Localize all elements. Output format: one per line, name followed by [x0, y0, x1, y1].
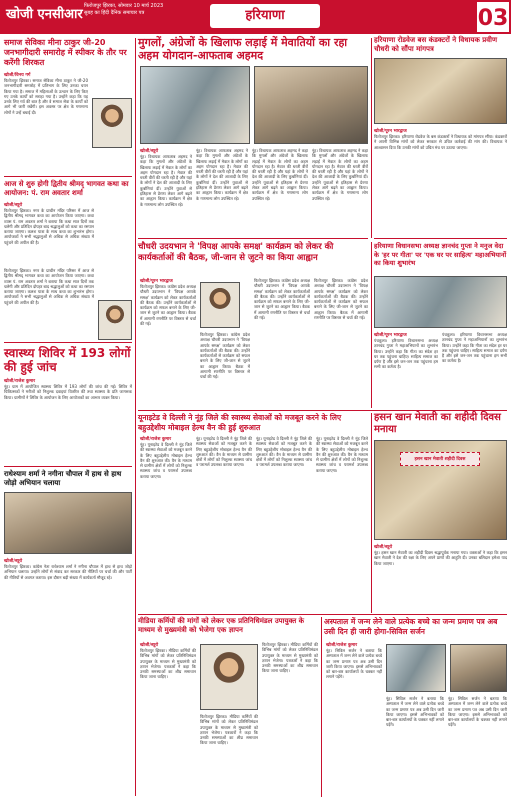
news-photo [4, 492, 132, 554]
divider [138, 238, 368, 239]
byline: खोजी/ब्यूरो [140, 643, 159, 648]
headline: राधेश्याम शर्मा ने नगीना चौपाल में हाथ से हाथ जोड़ो अभियान चलाया [4, 470, 122, 487]
lead-body-col [140, 148, 192, 234]
byline: खोजी/विनय गर्ग [4, 73, 31, 78]
column-rule [371, 242, 372, 408]
article-body: फिरोजपुर झिरका। मीडिया कर्मियों की विभिन्न मांगों को लेकर प्रतिनिधिमंडल उपायुक्त के माध्यम से मुख्यमंत्री को ज्ञापन भेजेगा। पत्रकारों ने कहा कि उनकी समस्याओं का शीघ्र समाधान किया जाना चाहिए। [140, 648, 196, 680]
column-rule [371, 413, 372, 613]
headline: हसन खान मेवाती का शहीदी दिवस मनाया [374, 412, 501, 435]
story-body-wrapper [326, 642, 382, 798]
story-body-wrapper [386, 696, 444, 794]
article-body: नूंह। विधायक आफताब अहमद ने कहा कि मुगलों और अंग्रेजों के खिलाफ लड़ाई में मेवात के लोगों का अहम योगदान रहा है। मेवात की धरती वीरों की धरती रही है और यहां के लोगों ने देश की आजादी के लिए कुर्बानियां दीं। उन्होंने युवाओं से इतिहास से प्रेरणा लेकर आगे बढ़ने का आह्वान किया। कार्यक्रम में क्षेत्र के गणमान्य लोग उपस्थित रहे। [312, 148, 368, 201]
byline: खोजी/राजेश कुमार [4, 379, 36, 384]
dateline-date: फिरोजपुर झिरका, सोमवार 10 मार्च 2023 [84, 3, 164, 9]
lead-body-col [312, 148, 368, 234]
article-body: नूंह। यूनाइटेड वे दिल्ली ने नूंह जिले की स्वास्थ्य सेवाओं को मजबूत करने के लिए बहुउद्देशीय मोबाइल हेल्थ वैन की शुरुआत की। वैन के माध्यम से ग्रामीण क्षेत्रों में लोगों को निशुल्क स्वास्थ्य जांच व परामर्श उपलब्ध कराया जाएगा। [256, 436, 312, 468]
byline: खोजी/राजेश कुमार [140, 437, 172, 442]
byline: खोजी/ब्यूरो [140, 149, 159, 154]
story-health-camp [4, 346, 132, 374]
story-body-wrapper [262, 642, 318, 794]
story-roadways [374, 36, 507, 54]
story-body-wrapper [254, 278, 310, 402]
masthead-bar [0, 0, 511, 34]
story-media [138, 617, 318, 635]
story-body-wrapper [314, 278, 368, 402]
article-body: फिरोजपुर झिरका। कांग्रेस नेता राधेश्याम शर्मा ने नगीना चौपाल में हाथ से हाथ जोड़ो अभियान चलाया। उन्होंने लोगों से संवाद कर सरकार की नीतियों पर चर्चा की और पार्टी की नीतियों से अवगत कराया। इस दौरान बड़ी संख्या में कार्यकर्ता मौजूद रहे। [4, 564, 132, 580]
news-photo [374, 58, 507, 124]
byline: खोजी/पूरन भारद्वाज [374, 333, 407, 338]
story-body-wrapper [140, 278, 196, 404]
story-body-wrapper [4, 558, 132, 794]
article-body: फिरोजपुर झिरका। मीडिया कर्मियों की विभिन्न मांगों को लेकर प्रतिनिधिमंडल उपायुक्त के माध्यम से मुख्यमंत्री को ज्ञापन भेजेगा। पत्रकारों ने कहा कि उनकी समस्याओं का शीघ्र समाधान किया जाना चाहिए। [262, 642, 318, 674]
story-united-way [138, 413, 368, 432]
article-body: नूंह। सिविल सर्जन ने बताया कि अस्पताल में जन्म लेने वाले प्रत्येक बच्चे का जन्म प्रमाण पत्र अब उसी दिन जारी किया जाएगा। इससे अभिभावकों को बार-बार कार्यालयों के चक्कर नहीं लगाने पड़ेंगे। [326, 648, 382, 680]
story-bhagwat-katha [4, 180, 132, 198]
news-photo [374, 276, 507, 328]
article-body: फिरोजपुर झिरका। मीडिया कर्मियों की विभिन्न मांगों को लेकर प्रतिनिधिमंडल उपायुक्त के माध्यम से मुख्यमंत्री को ज्ञापन भेजेगा। पत्रकारों ने कहा कि उनकी समस्याओं का शीघ्र समाधान किया जाना चाहिए। [200, 714, 258, 746]
story-body-continued [4, 268, 94, 338]
story-body-wrapper [374, 544, 507, 610]
section-title: हरियाणा [210, 4, 320, 28]
headline: मीडिया कर्मियों की मांगों को लेकर एक प्रतिनिधिमंडल उपायुक्त के माध्यम से मुख्यमंत्री को भेजेगा एक ज्ञापन [138, 617, 305, 634]
article-body: फिरोजपुर झिरका। कांग्रेस प्रदेश अध्यक्ष चौधरी उदयभान ने 'विपक्ष आपके समक्ष' कार्यक्रम को लेकर कार्यकर्ताओं की बैठक की। उन्होंने कार्यकर्ताओं से कार्यक्रम को सफल बनाने के लिए जी-जान से जुटने का आह्वान किया। बैठक में आगामी रणनीति पर विस्तार से चर्चा की गई। [314, 278, 368, 321]
event-banner [400, 452, 480, 466]
byline: खोजी/ब्यूरो [4, 203, 23, 208]
byline: खोजी/ब्यूरो [4, 559, 23, 564]
column-rule [135, 38, 136, 796]
article-body: नूंह। यूनाइटेड वे दिल्ली ने नूंह जिले की स्वास्थ्य सेवाओं को मजबूत करने के लिए बहुउद्देशीय मोबाइल हेल्थ वैन की शुरुआत की। वैन के माध्यम से ग्रामीण क्षेत्रों में लोगों को निशुल्क स्वास्थ्य जांच व परामर्श उपलब्ध कराया जाएगा। [140, 442, 192, 479]
column-rule [321, 617, 322, 797]
article-body: नूंह। यूनाइटेड वे दिल्ली ने नूंह जिले की स्वास्थ्य सेवाओं को मजबूत करने के लिए बहुउद्देशीय मोबाइल हेल्थ वैन की शुरुआत की। वैन के माध्यम से ग्रामीण क्षेत्रों में लोगों को निशुल्क स्वास्थ्य जांच व परामर्श उपलब्ध कराया जाएगा। [316, 436, 368, 473]
story-body-wrapper [196, 436, 252, 612]
byline: खोजी/ब्यूरो [374, 545, 393, 550]
article-body: फिरोजपुर झिरका। कांग्रेस प्रदेश अध्यक्ष चौधरी उदयभान ने 'विपक्ष आपके समक्ष' कार्यक्रम को लेकर कार्यकर्ताओं की बैठक की। उन्होंने कार्यकर्ताओं से कार्यक्रम को सफल बनाने के लिए जी-जान से जुटने का आह्वान किया। बैठक में आगामी रणनीति पर विस्तार से चर्चा की गई। [254, 278, 310, 321]
article-body: नूंह। यूनाइटेड वे दिल्ली ने नूंह जिले की स्वास्थ्य सेवाओं को मजबूत करने के लिए बहुउद्देशीय मोबाइल हेल्थ वैन की शुरुआत की। वैन के माध्यम से ग्रामीण क्षेत्रों में लोगों को निशुल्क स्वास्थ्य जांच व परामर्श उपलब्ध कराया जाएगा। [196, 436, 252, 468]
divider [374, 238, 507, 239]
column-rule [371, 38, 372, 238]
story-meena-thakur [4, 38, 132, 68]
article-body: नूंह। सिविल सर्जन ने बताया कि अस्पताल में जन्म लेने वाले प्रत्येक बच्चे का जन्म प्रमाण पत्र अब उसी दिन जारी किया जाएगा। इससे अभिभावकों को बार-बार कार्यालयों के चक्कर नहीं लगाने पड़ेंगे। [386, 696, 444, 728]
story-body-wrapper [316, 436, 368, 612]
article-body: पंचकूला। हरियाणा विधानसभा अध्यक्ष ज्ञानचंद गुप्ता ने महाअभियानों का शुभारंभ किया। उन्होंने कहा कि गीता का संदेश हर घर तक पहुंचना चाहिए। साहित्य समाज का दर्पण है और इसे जन-जन तक पहुंचाना हम सभी का कर्तव्य है। [374, 338, 438, 370]
lead-body-col [252, 148, 308, 234]
article-body: फिरोजपुर झिरका। नगर के प्राचीन मंदिर परिसर में आज से द्वितीय श्रीमद् भागवत कथा का आयोजन किया जाएगा। कथा व्यास पं. राम अवतार शर्मा ने बताया कि कथा सात दिनों तक चलेगी और प्रतिदिन दोपहर बाद श्रद्धालुओं को कथा का रसपान कराया जाएगा। कलश यात्रा के साथ कथा का शुभारंभ होगा। आयोजकों ने सभी श्रद्धालुओं से अधिक से अधिक संख्या में पहुंचने की अपील की है। [4, 208, 94, 245]
divider [138, 410, 507, 411]
story-body-wrapper [140, 436, 192, 612]
story-udaybhan [138, 242, 368, 263]
story-gyanchand [374, 242, 507, 268]
headline: स्वास्थ्य शिविर में 193 लोगों की हुई जांच [4, 346, 131, 374]
article-body: नूंह। हसन खान मेवाती का शहीदी दिवस श्रद्धापूर्वक मनाया गया। वक्ताओं ने कहा कि हसन खान मेवाती ने देश की रक्षा के लिए अपने प्राणों की आहुति दी। उनका बलिदान हमेशा याद किया जाएगा। [374, 550, 507, 566]
article-body: फिरोजपुर झिरका। हरियाणा रोडवेज के बस कंडक्टरों ने विधायक को मांगपत्र सौंपा। कंडक्टरों ने अपनी विभिन्न मांगों को लेकर सरकार से उचित कार्रवाई की मांग की। विधायक ने आश्वासन दिया कि उनकी मांगों को उचित मंच पर उठाया जाएगा। [374, 134, 507, 150]
headline: अस्पताल में जन्म लेने वाले प्रत्येक बच्चे का जन्म प्रमाण पत्र अब उसी दिन ही जारी होगा-सिविल सर्जन [324, 617, 498, 636]
portrait-photo [200, 644, 258, 710]
headline: आज से शुरु होगी द्वितीय श्रीमद् भागवत कथा का आयोजन: पं. राम अवतार शर्मा [4, 180, 129, 197]
article-body: फिरोजपुर झिरका। कांग्रेस प्रदेश अध्यक्ष चौधरी उदयभान ने 'विपक्ष आपके समक्ष' कार्यक्रम को लेकर कार्यकर्ताओं की बैठक की। उन्होंने कार्यकर्ताओं से कार्यक्रम को सफल बनाने के लिए जी-जान से जुटने का आह्वान किया। बैठक में आगामी रणनीति पर विस्तार से चर्चा की गई। [140, 284, 196, 327]
story-body-wrapper [442, 332, 507, 408]
article-body: नूंह। ग्राम में आयोजित स्वास्थ्य शिविर में 193 लोगों की जांच की गई। शिविर में चिकित्सकों ने मरीजों को निशुल्क दवाइयां वितरित कीं तथा स्वास्थ्य के प्रति जागरूक किया। ग्रामीणों ने शिविर के आयोजन के लिए आयोजकों का आभार व्यक्त किया। [4, 384, 132, 400]
story-birth-certificate [324, 617, 507, 636]
lead-photo-2 [254, 66, 368, 144]
headline: हरियाणा विधानसभा अध्यक्ष ज्ञानचंद गुप्ता ने मनुज वेदा के 'हर पर गीता' पर 'एक घर पर साहित्य' महाअभियानों का किया शुभारंभ [374, 242, 507, 267]
article-body: नूंह। विधायक आफताब अहमद ने कहा कि मुगलों और अंग्रेजों के खिलाफ लड़ाई में मेवात के लोगों का अहम योगदान रहा है। मेवात की धरती वीरों की धरती रही है और यहां के लोगों ने देश की आजादी के लिए कुर्बानियां दीं। उन्होंने युवाओं से इतिहास से प्रेरणा लेकर आगे बढ़ने का आह्वान किया। कार्यक्रम में क्षेत्र के गणमान्य लोग उपस्थित रहे। [196, 148, 248, 201]
headline: हरियाणा रोडवेज बस कंडक्टरों ने विधायक प्रवीण चौधरी को सौंपा मांगपत्र [374, 36, 498, 53]
story-body-wrapper [4, 378, 132, 464]
byline: खोजी/पूरन भारद्वाज [140, 279, 173, 284]
dateline [84, 3, 204, 17]
divider [4, 176, 132, 177]
divider [4, 342, 132, 343]
headline: यूनाइटेड वे दिल्ली ने नूंह जिले की स्वास्थ्य सेवाओं को मजबूत करने के लिए बहुउद्देशीय मोबाइल हेल्थ वैन की हुई शुरुआत [138, 413, 342, 432]
dateline-tagline: सुबह का हिंदी दैनिक समाचार पत्र [84, 10, 145, 16]
story-body-wrapper [200, 332, 250, 402]
divider [138, 614, 507, 615]
page-number: 03 [475, 0, 511, 34]
article-body: फिरोजपुर झिरका। समाज सेविका मीना ठाकुर ने जी-20 जनभागीदारी समारोह में प्रतिभाग के लिए उनका चयन किया गया है। समाज में महिलाओं के उत्थान के लिए किए गए उनके कार्यों को सराहा गया है। उन्होंने कहा कि यह उनके लिए गर्व की बात है और वे समाज सेवा के कार्यों को आगे भी जारी रखेंगी। इस अवसर पर क्षेत्र के गणमान्य लोगों ने उन्हें बधाई दी। [4, 78, 88, 115]
byline: खोजी/राजेश कुमार [326, 643, 358, 648]
story-hasan-khan [374, 412, 507, 436]
story-body-wrapper [374, 332, 438, 408]
banner-text: हसन खान मेवाती शहीदी दिवस [414, 457, 466, 462]
article-body: नूंह। सिविल सर्जन ने बताया कि अस्पताल में जन्म लेने वाले प्रत्येक बच्चे का जन्म प्रमाण पत्र अब उसी दिन जारी किया जाएगा। इससे अभिभावकों को बार-बार कार्यालयों के चक्कर नहीं लगाने पड़ेंगे। [448, 696, 507, 728]
lead-headline: मुगलों, अंग्रेजों के खिलाफ लड़ाई में मेवातियों का रहा अहम योगदान-आफताब अहमद [138, 36, 348, 62]
story-body-wrapper [140, 642, 196, 798]
story-body-wrapper [256, 436, 312, 612]
divider [4, 466, 132, 467]
article-body: फिरोजपुर झिरका। नगर के प्राचीन मंदिर परिसर में आज से द्वितीय श्रीमद् भागवत कथा का आयोजन किया जाएगा। कथा व्यास पं. राम अवतार शर्मा ने बताया कि कथा सात दिनों तक चलेगी और प्रतिदिन दोपहर बाद श्रद्धालुओं को कथा का रसपान कराया जाएगा। कलश यात्रा के साथ कथा का शुभारंभ होगा। आयोजकों ने सभी श्रद्धालुओं से अधिक से अधिक संख्या में पहुंचने की अपील की है। [4, 268, 94, 305]
newspaper-name: खोजी एनसीआर [6, 7, 83, 22]
headline: चौधरी उदयभान ने 'विपक्ष आपके समक्ष' कार्यक्रम को लेकर की कार्यकर्ताओं की बैठक, जी-जान से जुटने का किया आह्वान [138, 242, 334, 263]
article-body: नूंह। विधायक आफताब अहमद ने कहा कि मुगलों और अंग्रेजों के खिलाफ लड़ाई में मेवात के लोगों का अहम योगदान रहा है। मेवात की धरती वीरों की धरती रही है और यहां के लोगों ने देश की आजादी के लिए कुर्बानियां दीं। उन्होंने युवाओं से इतिहास से प्रेरणा लेकर आगे बढ़ने का आह्वान किया। कार्यक्रम में क्षेत्र के गणमान्य लोग उपस्थित रहे। [140, 154, 192, 207]
lead-photo-1 [140, 66, 250, 144]
byline: खोजी/पूरन भारद्वाज [374, 129, 407, 134]
story-body-wrapper [4, 202, 132, 268]
portrait-photo [200, 282, 240, 328]
article-body: फिरोजपुर झिरका। कांग्रेस प्रदेश अध्यक्ष चौधरी उदयभान ने 'विपक्ष आपके समक्ष' कार्यक्रम को लेकर कार्यकर्ताओं की बैठक की। उन्होंने कार्यकर्ताओं से कार्यक्रम को सफल बनाने के लिए जी-जान से जुटने का आह्वान किया। बैठक में आगामी रणनीति पर विस्तार से चर्चा की गई। [200, 332, 250, 380]
story-radheshyam [4, 470, 132, 488]
news-photo [386, 644, 446, 692]
story-body-wrapper [200, 714, 258, 794]
news-photo [450, 644, 507, 692]
lead-story [138, 36, 368, 62]
article-body: नूंह। विधायक आफताब अहमद ने कहा कि मुगलों और अंग्रेजों के खिलाफ लड़ाई में मेवात के लोगों का अहम योगदान रहा है। मेवात की धरती वीरों की धरती रही है और यहां के लोगों ने देश की आजादी के लिए कुर्बानियां दीं। उन्होंने युवाओं से इतिहास से प्रेरणा लेकर आगे बढ़ने का आह्वान किया। कार्यक्रम में क्षेत्र के गणमान्य लोग उपस्थित रहे। [252, 148, 308, 201]
story-body-wrapper [374, 128, 507, 234]
story-body-wrapper [448, 696, 507, 794]
portrait-photo [98, 300, 132, 340]
headline: समाज सेविका मीना ठाकुर जी-20 जनभागीदारी समारोह में स्पीकर के तौर पर करेंगी शिरकत [4, 38, 127, 67]
article-body: पंचकूला। हरियाणा विधानसभा अध्यक्ष ज्ञानचंद गुप्ता ने महाअभियानों का शुभारंभ किया। उन्होंने कहा कि गीता का संदेश हर घर तक पहुंचना चाहिए। साहित्य समाज का दर्पण है और इसे जन-जन तक पहुंचाना हम सभी का कर्तव्य है। [442, 332, 507, 364]
portrait-photo [92, 98, 132, 148]
story-body-wrapper [4, 72, 88, 174]
lead-body-col [196, 148, 248, 234]
